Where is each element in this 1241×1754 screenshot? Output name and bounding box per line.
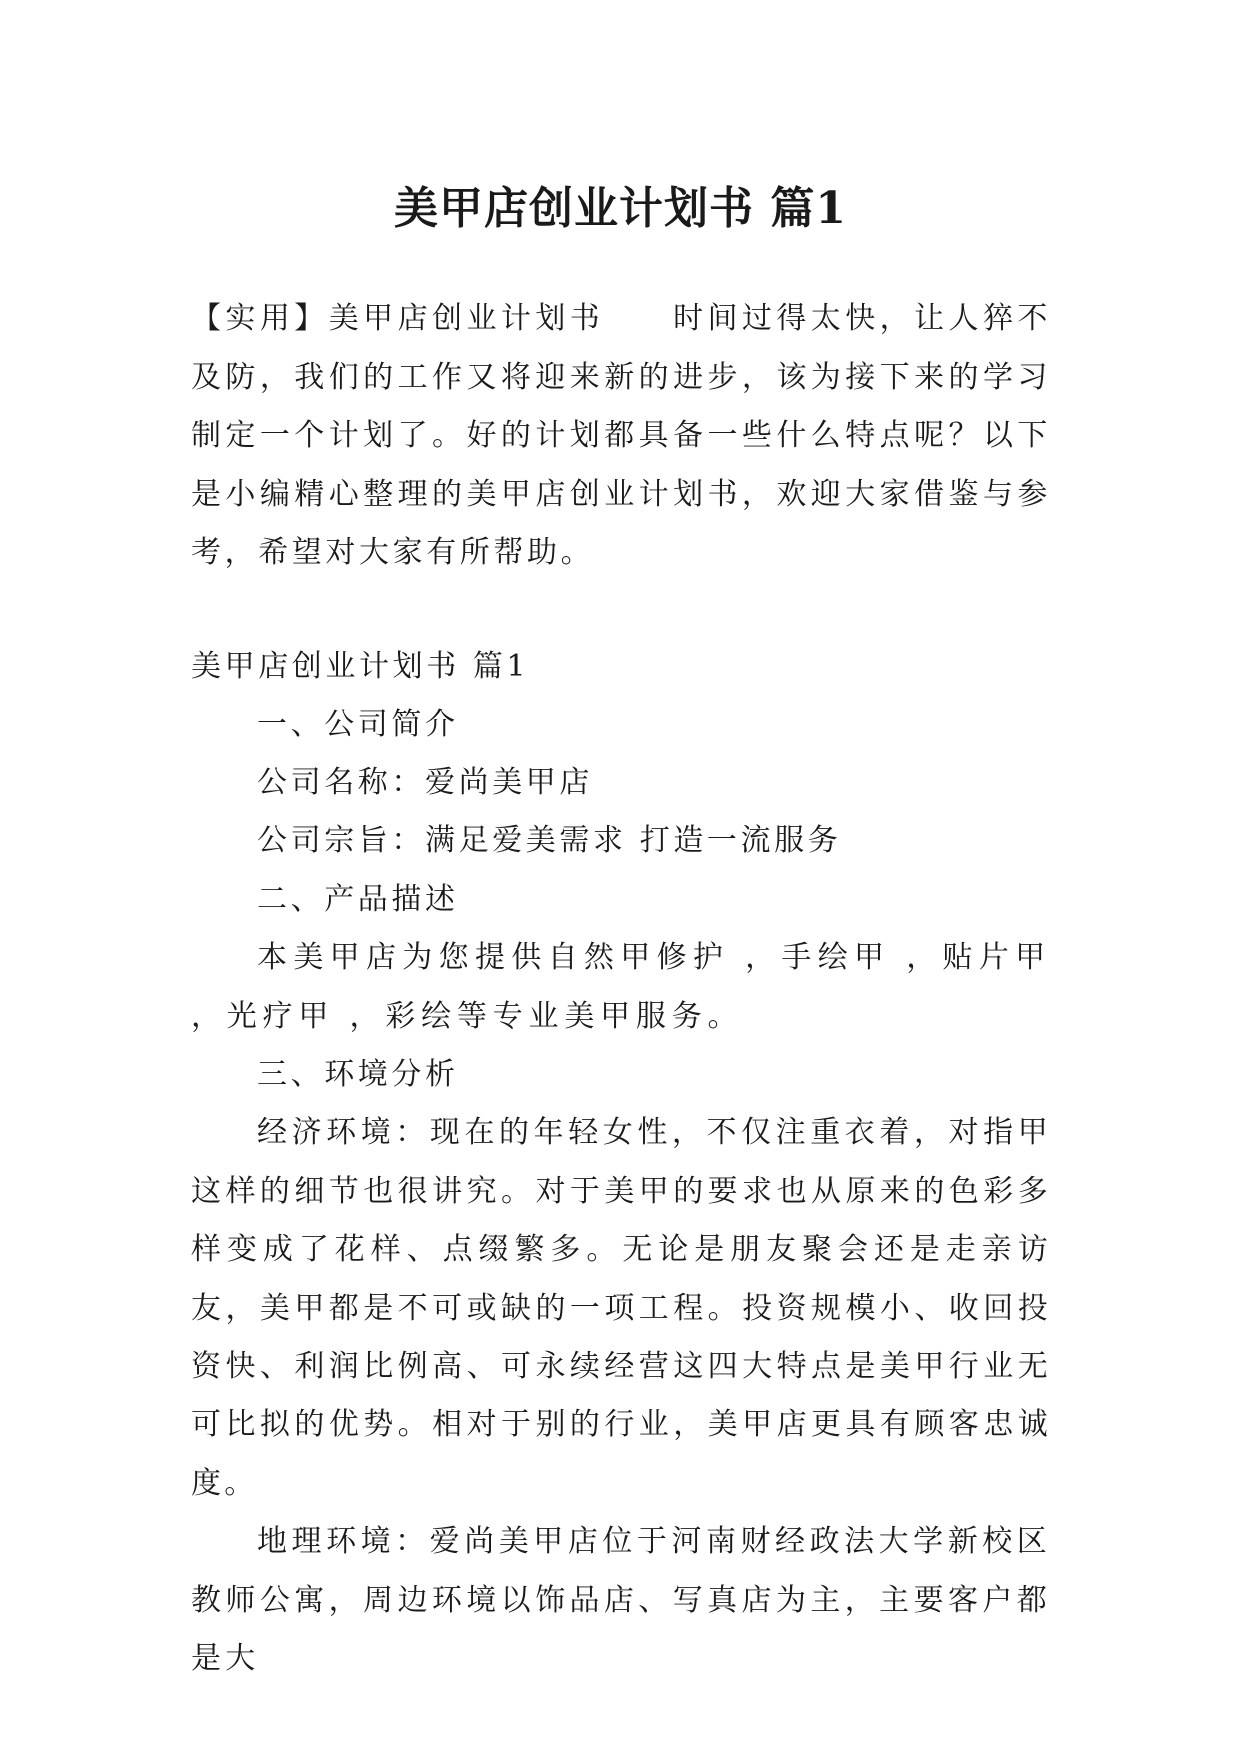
- company-name-line: 公司名称：爱尚美甲店: [257, 764, 593, 800]
- heading-environment-analysis: 三、环境分析: [257, 1056, 459, 1092]
- document-title: 美甲店创业计划书 篇1: [394, 183, 847, 235]
- geographic-environment-paragraph: 地理环境：爱尚美甲店位于河南财经政法大学新校区教师公寓，周边环境以饰品店、写真店为主，主要客户都是大: [191, 1524, 1051, 1676]
- company-mission-line: 公司宗旨：满足爱美需求 打造一流服务: [257, 823, 842, 859]
- intro-paragraph: 【实用】美甲店创业计划书 时间过得太快，让人猝不及防，我们的工作又将迎来新的进步，该为接下来的学习制定一个计划了。好的计划都具备一些什么特点呢？以下是小编精心整理的美甲店创业计划书，欢迎大家借鉴与参考，希望对大家有所帮助。: [191, 301, 1051, 570]
- heading-product-description: 二、产品描述: [257, 881, 459, 917]
- product-description-paragraph: 本美甲店为您提供自然甲修护 ，手绘甲 ，贴片甲 ，光疗甲 ，彩绘等专业美甲服务。: [191, 940, 1051, 1034]
- economic-environment-paragraph: 经济环境：现在的年轻女性，不仅注重衣着，对指甲这样的细节也很讲究。对于美甲的要求也从原来的色彩多样变成了花样、点缀繁多。无论是朋友聚会还是走亲访友，美甲都是不可或缺的一项工程。投资规模小、收回投资快、利润比例高、可永续经营这四大特点是美甲行业无可比拟的优势。相对于别的行业，美甲店更具有顾客忠诚度。: [191, 1115, 1051, 1501]
- heading-company-profile: 一、公司简介: [257, 706, 459, 742]
- section-subtitle: 美甲店创业计划书 篇1: [191, 648, 530, 684]
- document-body: [191, 290, 1051, 1688]
